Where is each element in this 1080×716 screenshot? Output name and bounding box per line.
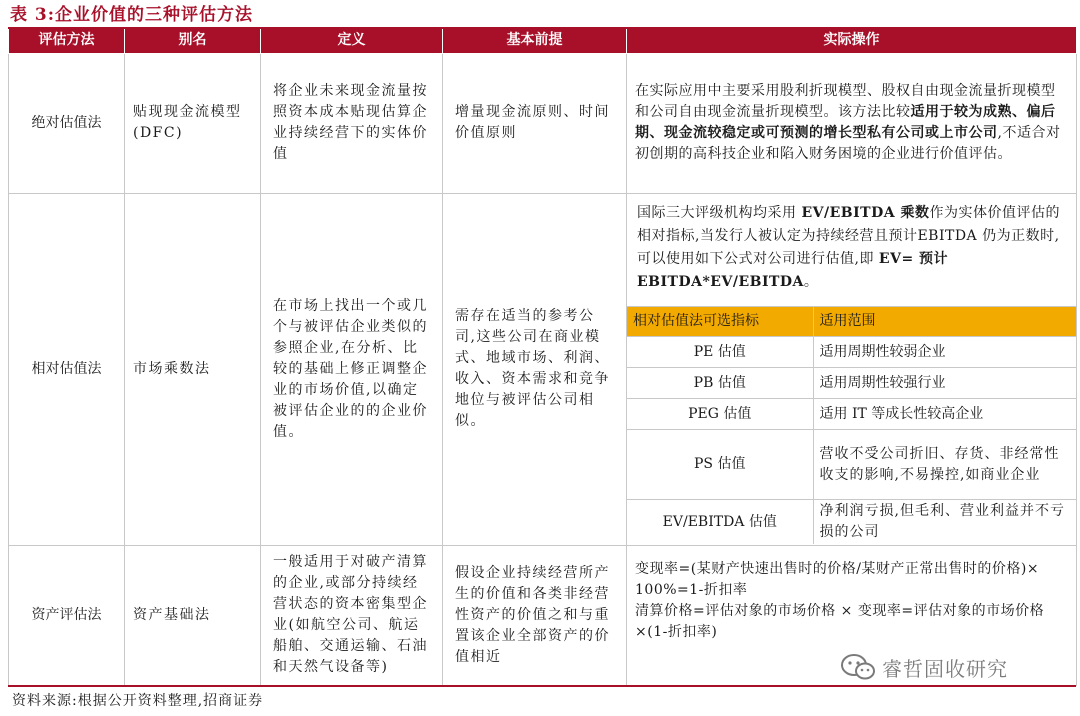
premise-cell: 增量现金流原则、时间价值原则 bbox=[443, 53, 627, 193]
header-row bbox=[9, 29, 1077, 53]
operation-bold-text: 适用于较为成熟、偏后期、现金流较稳定或可预测的增长型私有公司或上市公司 bbox=[635, 104, 1056, 141]
operation-line: 变现率=(某财产快速出售时的价格/某财产正常出售时的价格)× 100%=1-折扣率 bbox=[635, 561, 1040, 598]
operation-intro: 国际三大评级机构均采用 EV/EBITDA 乘数作为实体价值评估的相对指标,当发行人被认定为持续经营且预计EBITDA 仍为正数时,可以使用如下公式对公司进行估值,即 EV= 预计 EBITDA*EV/EBITDA。 bbox=[637, 205, 1060, 291]
header-method: 评估方法 bbox=[9, 29, 125, 53]
subtable-row bbox=[627, 430, 1076, 500]
indicator-cell: PE 估值 bbox=[627, 337, 813, 368]
scope-cell: 适用 IT 等成长性较高企业 bbox=[813, 399, 1076, 430]
header-alias: 别名 bbox=[125, 29, 261, 53]
table-row bbox=[9, 53, 1077, 193]
method-cell: 资产评估法 bbox=[9, 545, 125, 685]
table-title: 表 3:企业价值的三种评估方法 bbox=[10, 5, 254, 25]
subheader-scope: 适用范围 bbox=[813, 307, 1076, 337]
subtable-row bbox=[627, 337, 1076, 368]
watermark-text: 睿哲固收研究 bbox=[882, 656, 1008, 681]
indicator-cell: PEG 估值 bbox=[627, 399, 813, 430]
indicator-subtable bbox=[627, 306, 1076, 544]
operation-text: ,不适合对初创期的高科技企业和陷入财务困境的企业进行价值评估。 bbox=[635, 125, 1061, 162]
scope-cell: 适用周期性较强行业 bbox=[813, 368, 1076, 399]
indicator-cell: PB 估值 bbox=[627, 368, 813, 399]
method-cell: 相对估值法 bbox=[9, 193, 125, 545]
scope-cell: 适用周期性较弱企业 bbox=[813, 337, 1076, 368]
operation-cell bbox=[627, 53, 1077, 193]
scope-cell: 净利润亏损,但毛利、营业利益并不亏损的公司 bbox=[813, 500, 1076, 544]
indicator-cell: PS 估值 bbox=[627, 430, 813, 500]
operation-line: 清算价格=评估对象的市场价格 × 变现率=评估对象的市场价格 ×(1-折扣率) bbox=[635, 603, 1045, 640]
subtable-row bbox=[627, 399, 1076, 430]
valuation-methods-table bbox=[8, 29, 1077, 686]
scope-cell: 营收不受公司折旧、存货、非经常性收支的影响,不易操控,如商业企业 bbox=[813, 430, 1076, 500]
subtable-row bbox=[627, 368, 1076, 399]
subtable-row bbox=[627, 500, 1076, 544]
premise-cell: 假设企业持续经营所产生的价值和各类非经营性资产的价值之和与重置该企业全部资产的价值相近 bbox=[443, 545, 627, 685]
header-definition: 定义 bbox=[261, 29, 443, 53]
premise-cell: 需存在适当的参考公司,这些公司在商业模式、地域市场、利润、收入、资本需求和竞争地位与被评估公司相似。 bbox=[443, 193, 627, 545]
definition-cell: 将企业未来现金流量按照资本成本贴现估算企业持续经营下的实体价值 bbox=[261, 53, 443, 193]
alias-cell: 市场乘数法 bbox=[125, 193, 261, 545]
indicator-cell: EV/EBITDA 估值 bbox=[627, 500, 813, 544]
subtable-header bbox=[627, 307, 1076, 337]
table-row bbox=[9, 193, 1077, 545]
wechat-icon bbox=[840, 653, 876, 681]
watermark bbox=[836, 650, 1012, 684]
definition-cell: 一般适用于对破产清算的企业,或部分持续经营状态的资本密集型企业(如航空公司、航运船舶、交通运输、石油和天然气设备等) bbox=[261, 545, 443, 685]
subheader-indicator: 相对估值法可选指标 bbox=[627, 307, 813, 337]
operation-text: 在实际应用中主要采用股利折现模型、股权自由现金流量折现模型和公司自由现金流量折现模型。该方法比较 bbox=[635, 83, 1056, 120]
operation-cell bbox=[627, 193, 1077, 545]
source-note: 资料来源:根据公开资料整理,招商证券 bbox=[12, 693, 264, 709]
header-premise: 基本前提 bbox=[443, 29, 627, 53]
method-cell: 绝对估值法 bbox=[9, 53, 125, 193]
bottom-rule bbox=[8, 685, 1076, 687]
header-operation: 实际操作 bbox=[627, 29, 1077, 53]
definition-cell: 在市场上找出一个或几个与被评估企业类似的参照企业,在分析、比较的基础上修正调整企业的市场价值,以确定被评估企业的的企业价值。 bbox=[261, 193, 443, 545]
alias-cell: 贴现现金流模型(DFC) bbox=[125, 53, 261, 193]
alias-cell: 资产基础法 bbox=[125, 545, 261, 685]
